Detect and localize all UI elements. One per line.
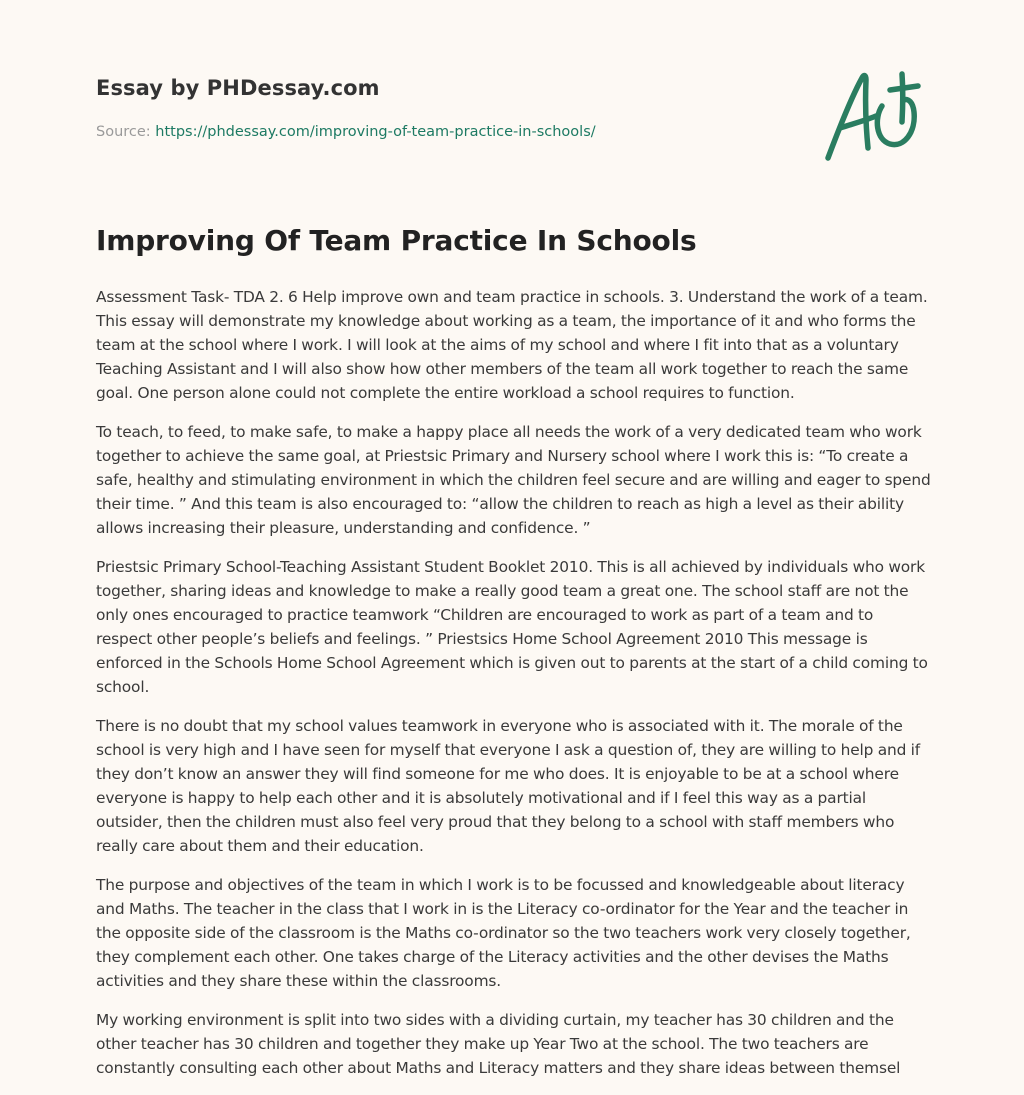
- essay-paragraph: Assessment Task- TDA 2. 6 Help improve own and team practice in schools. 3. Understand the work of a team. This essay will demonstrate my knowledge about working as a team, the importance of it and who forms the team at the school where I work. I will look at the aims of my school and where I fit into that as a voluntary Teaching Assistant and I will also show how other members of the team all work together to reach the same goal. One person alone could not complete the entire workload a school requires to function.: [96, 288, 928, 402]
- site-title: Essay by PHDessay.com: [96, 76, 380, 100]
- essay-paragraph: There is no doubt that my school values teamwork in everyone who is associated with it. The morale of the school is very high and I have seen for myself that everyone I ask a question of, they are willing to help and if they don’t know an answer they will find someone for me who does. It is enjoyable to be at a school where everyone is happy to help each other and it is absolutely motivational and if I feel this way as a partial outsider, then the children must also feel very proud that they belong to a school with staff members who really care about them and their education.: [96, 717, 921, 855]
- source-link[interactable]: https://phdessay.com/improving-of-team-practice-in-schools/: [155, 124, 596, 140]
- essay-paragraph: The purpose and objectives of the team in which I work is to be focussed and knowledgeable about literacy and Maths. The teacher in the class that I work in is the Literacy co-ordinator for the Year and the teacher in the opposite side of the classroom is the Maths co-ordinator so the two teachers work very closely together, they complement each other. One takes charge of the Literacy activities and the other devises the Maths activities and they share these within the classrooms.: [96, 876, 911, 990]
- a-plus-logo-icon: [818, 66, 930, 166]
- essay-body: [96, 285, 932, 1095]
- essay-paragraph: My working environment is split into two sides with a dividing curtain, my teacher has 30 children and the other teacher has 30 children and together they make up Year Two at the school. The two teachers are constantly consulting each other about Maths and Literacy matters and they share ideas between themsel: [96, 1011, 901, 1077]
- essay-paragraph: Priestsic Primary School-Teaching Assistant Student Booklet 2010. This is all achieved by individuals who work together, sharing ideas and knowledge to make a really good team a great one. The school staff are not the only ones encouraged to practice teamwork “Children are encouraged to work as part of a team and to respect other people’s beliefs and feelings. ” Priestsics Home School Agreement 2010 This message is enforced in the Schools Home School Agreement which is given out to parents at the start of a child coming to school.: [96, 558, 928, 696]
- source-line: [96, 124, 596, 140]
- essay-title: Improving Of Team Practice In Schools: [96, 224, 697, 257]
- source-label: Source:: [96, 124, 151, 140]
- essay-paragraph: To teach, to feed, to make safe, to make a happy place all needs the work of a very dedicated team who work together to achieve the same goal, at Priestsic Primary and Nursery school where I work this is: “To create a safe, healthy and stimulating environment in which the children feel secure and are willing and eager to spend their time. ” And this team is also encouraged to: “allow the children to reach as high a level as their ability allows increasing their pleasure, understanding and confidence. ”: [96, 423, 931, 537]
